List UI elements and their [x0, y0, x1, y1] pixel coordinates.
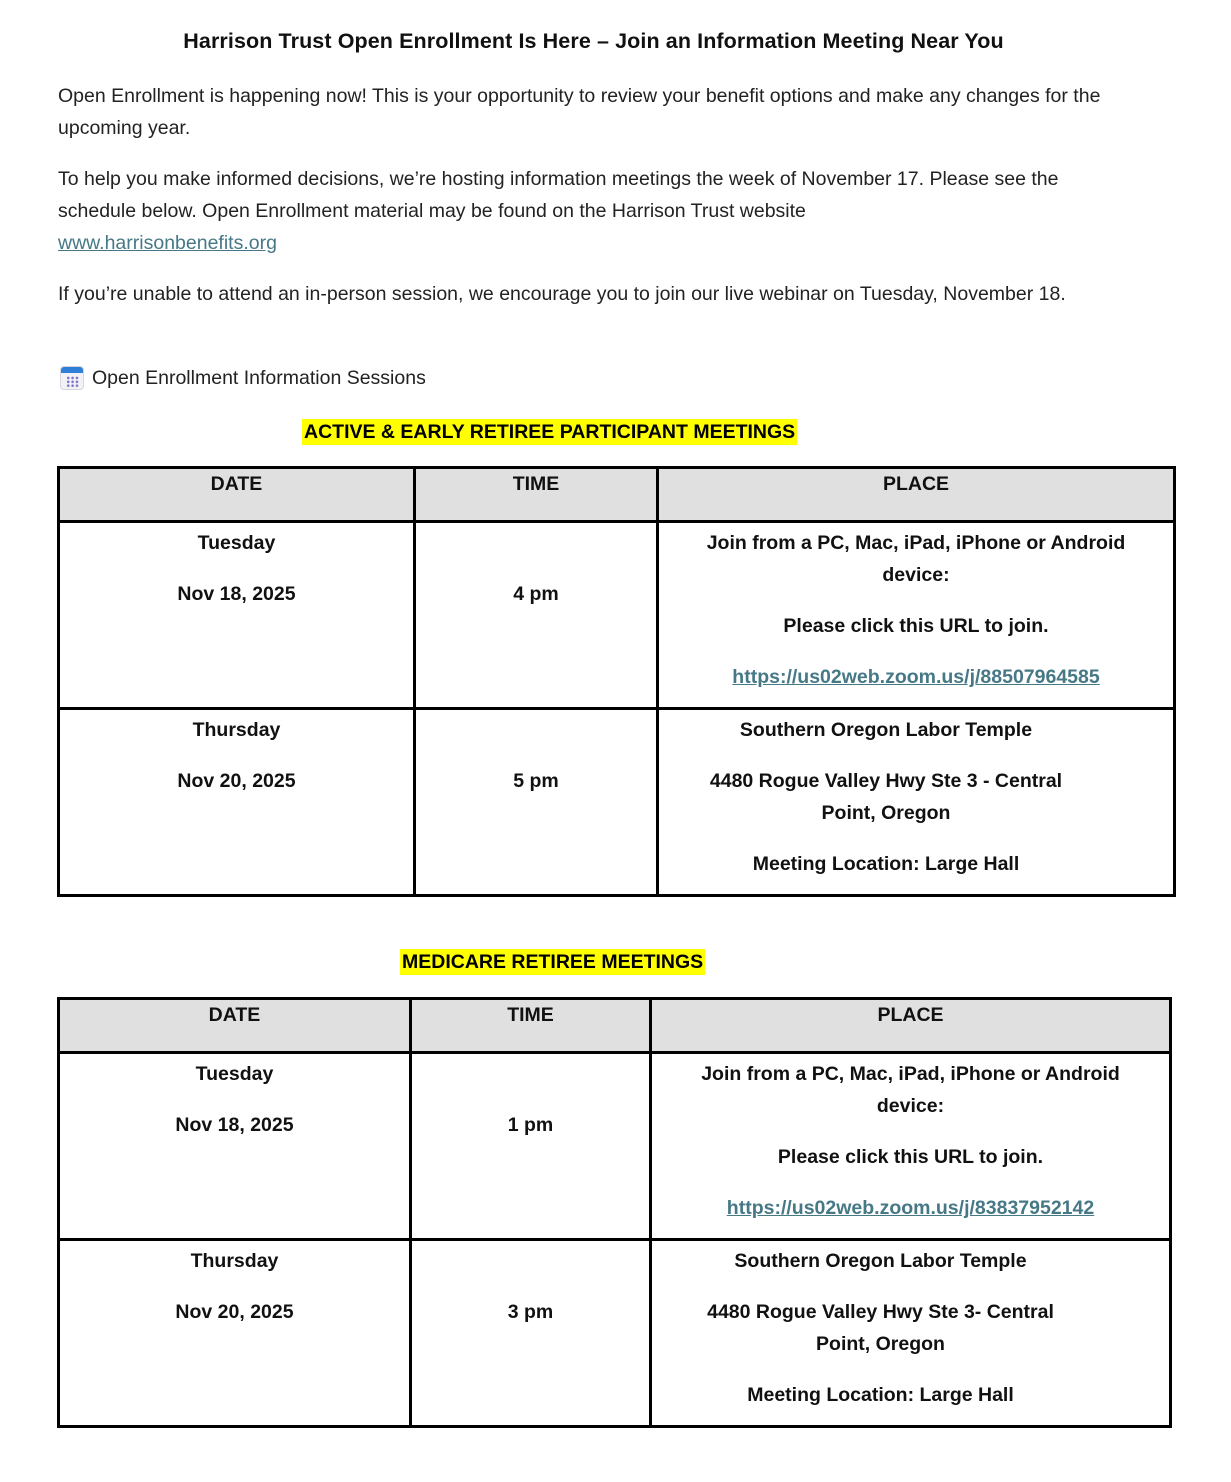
column-header-date: DATE — [59, 468, 415, 522]
page-title: Harrison Trust Open Enrollment Is Here – Join an Information Meeting Near You — [183, 29, 1004, 53]
table-row — [59, 709, 1175, 896]
time-cell — [411, 1053, 651, 1240]
column-header-place: PLACE — [651, 999, 1171, 1053]
meeting-day: Tuesday — [195, 1063, 274, 1085]
zoom-meeting-link[interactable]: https://us02web.zoom.us/j/88507964585 — [732, 666, 1100, 688]
venue-address: 4480 Rogue Valley Hwy Ste 3- Central Point, Oregon — [707, 1301, 1054, 1355]
venue-name: Southern Oregon Labor Temple — [734, 1250, 1027, 1272]
table-header-row — [59, 468, 1175, 522]
column-header-time: TIME — [411, 999, 651, 1053]
meeting-time: 1 pm — [507, 1114, 554, 1136]
meeting-day: Thursday — [190, 1250, 279, 1272]
active-retiree-heading: ACTIVE & EARLY RETIREE PARTICIPANT MEETINGS — [304, 421, 796, 443]
intro-paragraph: Open Enrollment is happening now! This is your opportunity to review your benefit options and make any changes for the upcoming year. — [58, 85, 1101, 139]
time-cell — [415, 709, 658, 896]
medicare-retiree-schedule-table — [57, 997, 1172, 1428]
meetings-text: To help you make informed decisions, we’re hosting information meetings the week of November 17. Please see the schedule below. Open Enrollment material may be found on the Harrison Trust website — [58, 168, 1059, 222]
zoom-meeting-link[interactable]: https://us02web.zoom.us/j/83837952142 — [726, 1197, 1095, 1219]
webinar-paragraph: If you’re unable to attend an in-person session, we encourage you to join our live webinar on Tuesday, November 18. — [58, 283, 1066, 305]
place-cell — [658, 522, 1175, 709]
column-header-time: TIME — [415, 468, 658, 522]
meeting-time: 3 pm — [507, 1301, 554, 1323]
time-cell — [415, 522, 658, 709]
meeting-day: Tuesday — [197, 532, 276, 554]
sessions-heading-label: Open Enrollment Information Sessions — [92, 366, 426, 389]
meeting-date: Nov 18, 2025 — [175, 1114, 294, 1136]
meeting-date: Nov 18, 2025 — [177, 583, 296, 605]
meeting-location: Meeting Location: Large Hall — [747, 1384, 1014, 1406]
place-cell — [658, 709, 1175, 896]
join-devices-text: Join from a PC, Mac, iPad, iPhone or Android device: — [706, 532, 1126, 586]
venue-name: Southern Oregon Labor Temple — [739, 719, 1033, 741]
meeting-location: Meeting Location: Large Hall — [752, 853, 1020, 875]
join-instruction-text: Please click this URL to join. — [777, 1146, 1044, 1168]
medicare-retiree-heading: MEDICARE RETIREE MEETINGS — [402, 951, 704, 973]
calendar-icon — [60, 366, 84, 390]
meeting-time: 5 pm — [513, 770, 559, 792]
join-instruction-text: Please click this URL to join. — [783, 615, 1049, 637]
column-header-date: DATE — [59, 999, 411, 1053]
date-cell — [59, 522, 415, 709]
sessions-heading — [60, 366, 426, 390]
date-cell — [59, 1240, 411, 1427]
table-header-row — [59, 999, 1171, 1053]
active-retiree-schedule-table — [57, 466, 1176, 897]
meeting-time: 4 pm — [513, 583, 559, 605]
website-link[interactable]: www.harrisonbenefits.org — [58, 232, 277, 254]
table-row — [59, 1053, 1171, 1240]
date-cell — [59, 709, 415, 896]
meeting-day: Thursday — [192, 719, 281, 741]
meeting-date: Nov 20, 2025 — [175, 1301, 294, 1323]
meetings-paragraph — [58, 163, 1138, 259]
table-row — [59, 1240, 1171, 1427]
place-cell — [651, 1053, 1171, 1240]
table-row — [59, 522, 1175, 709]
venue-address: 4480 Rogue Valley Hwy Ste 3 - Central Point, Oregon — [709, 770, 1063, 824]
time-cell — [411, 1240, 651, 1427]
join-devices-text: Join from a PC, Mac, iPad, iPhone or Android device: — [701, 1063, 1120, 1117]
date-cell — [59, 1053, 411, 1240]
column-header-place: PLACE — [658, 468, 1175, 522]
place-cell — [651, 1240, 1171, 1427]
meeting-date: Nov 20, 2025 — [177, 770, 296, 792]
